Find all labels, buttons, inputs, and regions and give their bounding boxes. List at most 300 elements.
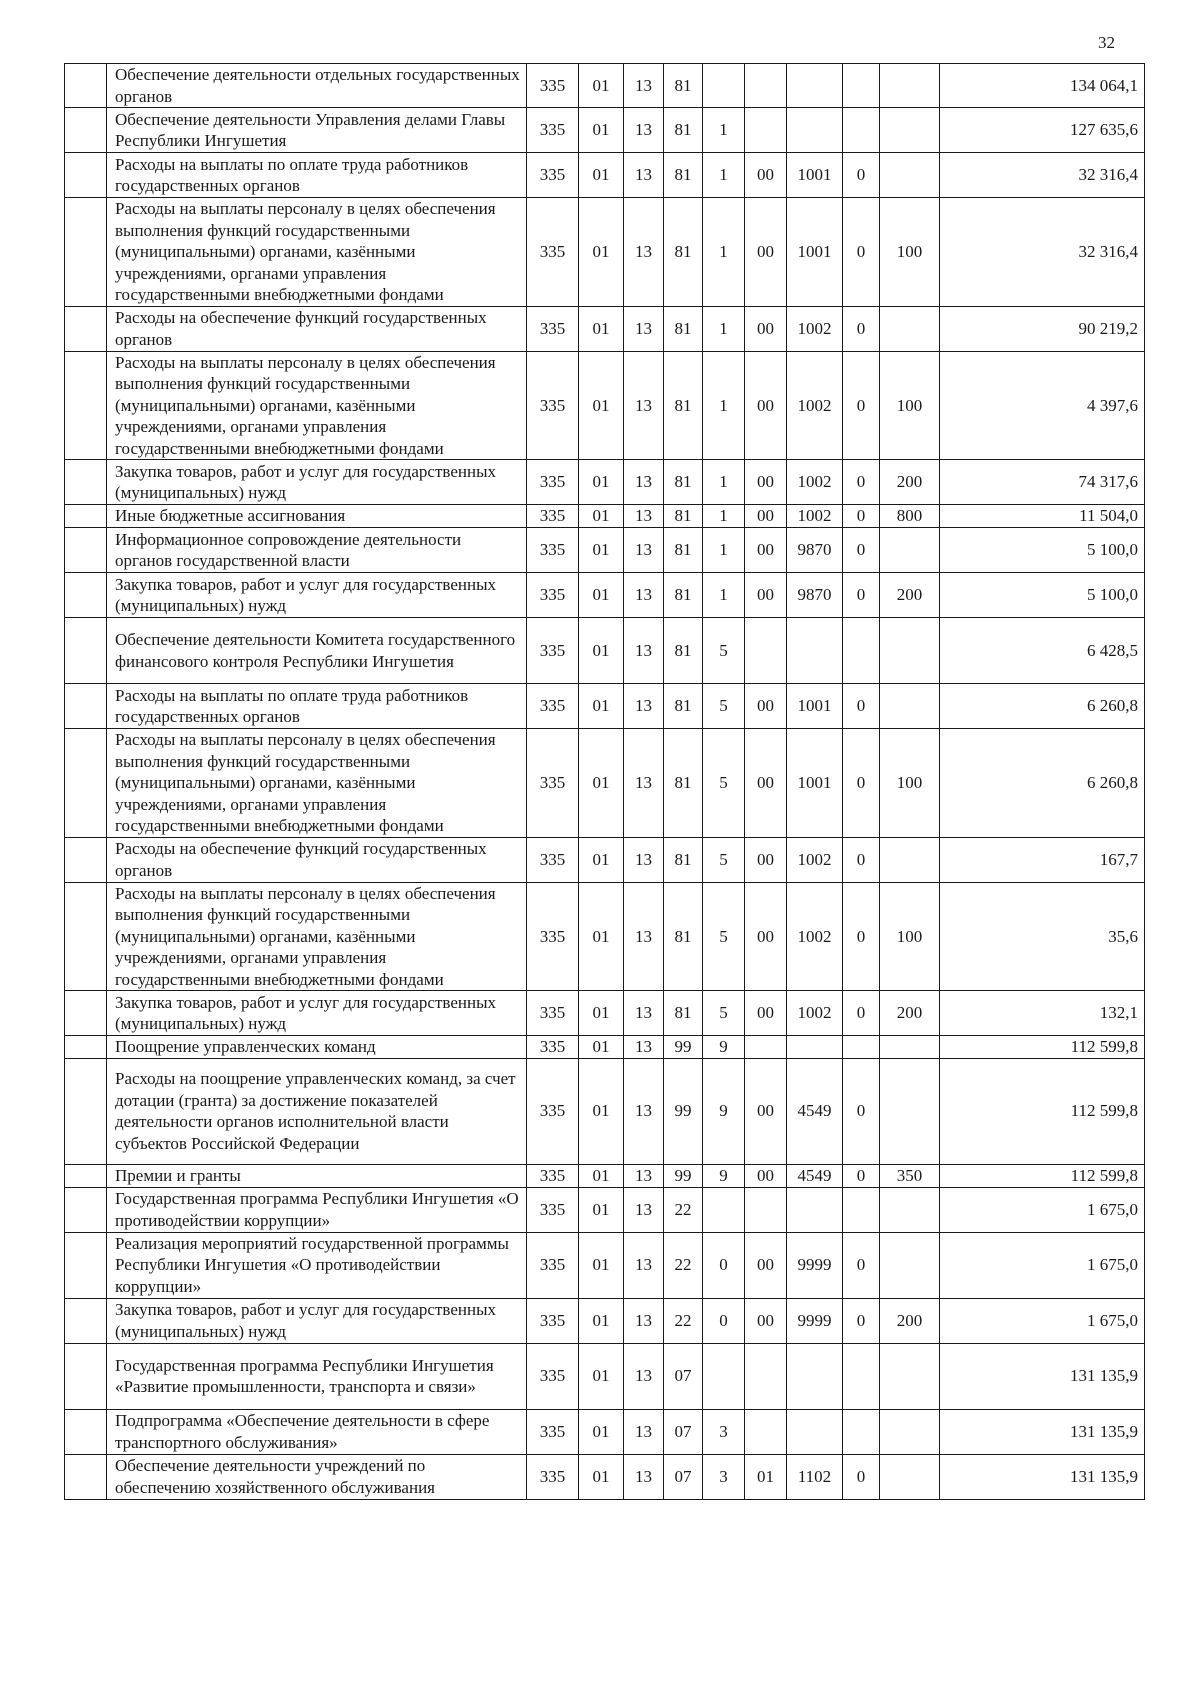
code-admin-cell: 335	[527, 64, 579, 108]
code-subsection-cell: 13	[624, 528, 664, 573]
table-row	[65, 1036, 1145, 1059]
code-program-cell: 07	[664, 1343, 703, 1409]
code-admin-cell: 335	[527, 882, 579, 991]
code-subprogram-cell: 1	[703, 306, 745, 351]
code-section-cell: 01	[579, 460, 624, 505]
code-direction-cell	[787, 618, 843, 684]
code-admin-cell: 335	[527, 1232, 579, 1298]
expense-name-cell: Расходы на выплаты персоналу в целях обеспечения выполнения функций государственными (муниципальными) органами, казёнными учреждениями, органами управления государственными внебюджетными фондами	[107, 729, 527, 838]
code-direction-cell: 1001	[787, 153, 843, 198]
code-subdirection-cell: 0	[843, 528, 880, 573]
row-index-cell	[65, 1232, 107, 1298]
code-program-cell: 81	[664, 505, 703, 528]
code-program-cell: 81	[664, 351, 703, 460]
code-subdirection-cell: 0	[843, 729, 880, 838]
code-program-cell: 81	[664, 991, 703, 1036]
expense-name-cell: Расходы на выплаты персоналу в целях обеспечения выполнения функций государственными (муниципальными) органами, казёнными учреждениями, органами управления государственными внебюджетными фондами	[107, 351, 527, 460]
code-subprogram-cell: 5	[703, 684, 745, 729]
code-subsection-cell: 13	[624, 573, 664, 618]
code-expense-type-cell: 200	[880, 460, 940, 505]
code-direction-cell: 1002	[787, 351, 843, 460]
code-event-cell	[745, 1409, 787, 1454]
code-event-cell: 00	[745, 729, 787, 838]
table-row	[65, 1187, 1145, 1232]
row-index-cell	[65, 837, 107, 882]
code-subprogram-cell: 1	[703, 108, 745, 153]
amount-cell: 6 260,8	[940, 684, 1145, 729]
code-admin-cell: 335	[527, 153, 579, 198]
code-direction-cell	[787, 64, 843, 108]
code-event-cell: 00	[745, 1164, 787, 1187]
code-program-cell: 81	[664, 528, 703, 573]
code-admin-cell: 335	[527, 1187, 579, 1232]
code-subprogram-cell: 3	[703, 1454, 745, 1499]
amount-cell: 6 428,5	[940, 618, 1145, 684]
code-direction-cell: 1001	[787, 684, 843, 729]
amount-cell: 112 599,8	[940, 1164, 1145, 1187]
code-event-cell: 01	[745, 1454, 787, 1499]
table-row	[65, 837, 1145, 882]
code-admin-cell: 335	[527, 1454, 579, 1499]
amount-cell: 1 675,0	[940, 1232, 1145, 1298]
code-subsection-cell: 13	[624, 306, 664, 351]
code-event-cell: 00	[745, 505, 787, 528]
code-subdirection-cell: 0	[843, 460, 880, 505]
code-subdirection-cell	[843, 64, 880, 108]
expense-name-cell: Подпрограмма «Обеспечение деятельности в сфере транспортного обслуживания»	[107, 1409, 527, 1454]
code-expense-type-cell	[880, 1187, 940, 1232]
code-program-cell: 07	[664, 1409, 703, 1454]
code-admin-cell: 335	[527, 1298, 579, 1343]
code-event-cell	[745, 108, 787, 153]
code-program-cell: 81	[664, 108, 703, 153]
code-subsection-cell: 13	[624, 64, 664, 108]
code-subprogram-cell: 5	[703, 729, 745, 838]
amount-cell: 131 135,9	[940, 1409, 1145, 1454]
code-program-cell: 81	[664, 837, 703, 882]
code-program-cell: 07	[664, 1454, 703, 1499]
code-expense-type-cell: 200	[880, 573, 940, 618]
amount-cell: 4 397,6	[940, 351, 1145, 460]
code-direction-cell: 1102	[787, 1454, 843, 1499]
table-row	[65, 64, 1145, 108]
expense-name-cell: Поощрение управленческих команд	[107, 1036, 527, 1059]
row-index-cell	[65, 351, 107, 460]
code-subprogram-cell: 1	[703, 153, 745, 198]
expense-name-cell: Расходы на выплаты персоналу в целях обеспечения выполнения функций государственными (муниципальными) органами, казёнными учреждениями, органами управления государственными внебюджетными фондами	[107, 882, 527, 991]
table-body	[65, 64, 1145, 1500]
row-index-cell	[65, 1187, 107, 1232]
code-subsection-cell: 13	[624, 351, 664, 460]
code-subprogram-cell	[703, 1343, 745, 1409]
amount-cell: 11 504,0	[940, 505, 1145, 528]
code-section-cell: 01	[579, 573, 624, 618]
code-direction-cell: 1002	[787, 306, 843, 351]
row-index-cell	[65, 460, 107, 505]
expense-name-cell: Обеспечение деятельности отдельных государственных органов	[107, 64, 527, 108]
row-index-cell	[65, 729, 107, 838]
code-section-cell: 01	[579, 1298, 624, 1343]
code-subsection-cell: 13	[624, 505, 664, 528]
code-direction-cell	[787, 1036, 843, 1059]
code-section-cell: 01	[579, 1036, 624, 1059]
expense-name-cell: Закупка товаров, работ и услуг для государственных (муниципальных) нужд	[107, 991, 527, 1036]
code-subdirection-cell: 0	[843, 505, 880, 528]
row-index-cell	[65, 1058, 107, 1164]
code-direction-cell	[787, 1343, 843, 1409]
code-subdirection-cell: 0	[843, 573, 880, 618]
code-direction-cell: 1002	[787, 505, 843, 528]
expense-name-cell: Расходы на выплаты персоналу в целях обеспечения выполнения функций государственными (муниципальными) органами, казёнными учреждениями, органами управления государственными внебюджетными фондами	[107, 198, 527, 307]
expense-name-cell: Закупка товаров, работ и услуг для государственных (муниципальных) нужд	[107, 573, 527, 618]
amount-cell: 5 100,0	[940, 528, 1145, 573]
code-admin-cell: 335	[527, 1058, 579, 1164]
expense-name-cell: Расходы на обеспечение функций государственных органов	[107, 306, 527, 351]
expense-name-cell: Закупка товаров, работ и услуг для государственных (муниципальных) нужд	[107, 1298, 527, 1343]
code-subprogram-cell: 9	[703, 1036, 745, 1059]
code-direction-cell: 1002	[787, 837, 843, 882]
code-expense-type-cell	[880, 1036, 940, 1059]
row-index-cell	[65, 198, 107, 307]
expense-name-cell: Закупка товаров, работ и услуг для государственных (муниципальных) нужд	[107, 460, 527, 505]
code-expense-type-cell	[880, 528, 940, 573]
code-admin-cell: 335	[527, 351, 579, 460]
code-subsection-cell: 13	[624, 991, 664, 1036]
code-subsection-cell: 13	[624, 1343, 664, 1409]
code-expense-type-cell: 200	[880, 991, 940, 1036]
code-direction-cell: 9999	[787, 1232, 843, 1298]
code-section-cell: 01	[579, 306, 624, 351]
code-program-cell: 81	[664, 684, 703, 729]
code-admin-cell: 335	[527, 729, 579, 838]
code-subdirection-cell: 0	[843, 306, 880, 351]
code-direction-cell: 4549	[787, 1058, 843, 1164]
row-index-cell	[65, 991, 107, 1036]
code-event-cell	[745, 64, 787, 108]
code-section-cell: 01	[579, 64, 624, 108]
expense-name-cell: Обеспечение деятельности Комитета государственного финансового контроля Республики Ингушетия	[107, 618, 527, 684]
row-index-cell	[65, 1409, 107, 1454]
row-index-cell	[65, 618, 107, 684]
expense-name-cell: Премии и гранты	[107, 1164, 527, 1187]
code-subdirection-cell: 0	[843, 684, 880, 729]
amount-cell: 35,6	[940, 882, 1145, 991]
code-admin-cell: 335	[527, 108, 579, 153]
expense-name-cell: Информационное сопровождение деятельности органов государственной власти	[107, 528, 527, 573]
code-subdirection-cell: 0	[843, 198, 880, 307]
table-row	[65, 684, 1145, 729]
code-subsection-cell: 13	[624, 837, 664, 882]
row-index-cell	[65, 1164, 107, 1187]
code-program-cell: 81	[664, 460, 703, 505]
row-index-cell	[65, 153, 107, 198]
code-subdirection-cell	[843, 1187, 880, 1232]
code-section-cell: 01	[579, 1232, 624, 1298]
code-subprogram-cell	[703, 1187, 745, 1232]
expense-name-cell: Иные бюджетные ассигнования	[107, 505, 527, 528]
code-direction-cell: 4549	[787, 1164, 843, 1187]
code-subsection-cell: 13	[624, 1058, 664, 1164]
code-subsection-cell: 13	[624, 153, 664, 198]
table-row	[65, 1454, 1145, 1499]
table-row	[65, 882, 1145, 991]
code-subprogram-cell: 1	[703, 505, 745, 528]
code-expense-type-cell	[880, 837, 940, 882]
table-row	[65, 1232, 1145, 1298]
amount-cell: 5 100,0	[940, 573, 1145, 618]
code-subdirection-cell: 0	[843, 1298, 880, 1343]
code-section-cell: 01	[579, 1187, 624, 1232]
code-admin-cell: 335	[527, 618, 579, 684]
code-event-cell: 00	[745, 153, 787, 198]
code-event-cell: 00	[745, 460, 787, 505]
code-expense-type-cell	[880, 64, 940, 108]
amount-cell: 74 317,6	[940, 460, 1145, 505]
code-admin-cell: 335	[527, 306, 579, 351]
code-section-cell: 01	[579, 729, 624, 838]
code-admin-cell: 335	[527, 198, 579, 307]
amount-cell: 132,1	[940, 991, 1145, 1036]
code-subprogram-cell: 1	[703, 351, 745, 460]
code-direction-cell: 9999	[787, 1298, 843, 1343]
code-expense-type-cell: 350	[880, 1164, 940, 1187]
code-subdirection-cell	[843, 1409, 880, 1454]
code-expense-type-cell	[880, 153, 940, 198]
code-admin-cell: 335	[527, 991, 579, 1036]
code-section-cell: 01	[579, 1343, 624, 1409]
page-number: 32	[1098, 33, 1115, 52]
row-index-cell	[65, 505, 107, 528]
code-subdirection-cell: 0	[843, 1232, 880, 1298]
code-subprogram-cell: 0	[703, 1232, 745, 1298]
code-direction-cell: 1001	[787, 198, 843, 307]
code-event-cell	[745, 618, 787, 684]
code-subprogram-cell: 0	[703, 1298, 745, 1343]
code-section-cell: 01	[579, 528, 624, 573]
code-subsection-cell: 13	[624, 1187, 664, 1232]
code-subdirection-cell: 0	[843, 1454, 880, 1499]
code-section-cell: 01	[579, 1454, 624, 1499]
code-subsection-cell: 13	[624, 1164, 664, 1187]
code-section-cell: 01	[579, 618, 624, 684]
code-event-cell: 00	[745, 837, 787, 882]
amount-cell: 90 219,2	[940, 306, 1145, 351]
code-expense-type-cell: 800	[880, 505, 940, 528]
table-row	[65, 198, 1145, 307]
code-subprogram-cell: 9	[703, 1058, 745, 1164]
row-index-cell	[65, 306, 107, 351]
code-program-cell: 81	[664, 573, 703, 618]
row-index-cell	[65, 684, 107, 729]
code-expense-type-cell: 200	[880, 1298, 940, 1343]
code-section-cell: 01	[579, 1409, 624, 1454]
code-subsection-cell: 13	[624, 1409, 664, 1454]
expense-name-cell: Расходы на обеспечение функций государственных органов	[107, 837, 527, 882]
code-subprogram-cell: 1	[703, 460, 745, 505]
code-subdirection-cell: 0	[843, 351, 880, 460]
code-expense-type-cell: 100	[880, 351, 940, 460]
code-subsection-cell: 13	[624, 1298, 664, 1343]
table-row	[65, 1058, 1145, 1164]
code-section-cell: 01	[579, 882, 624, 991]
expense-name-cell: Обеспечение деятельности Управления делами Главы Республики Ингушетия	[107, 108, 527, 153]
code-program-cell: 22	[664, 1187, 703, 1232]
code-expense-type-cell	[880, 1454, 940, 1499]
code-admin-cell: 335	[527, 1343, 579, 1409]
code-event-cell: 00	[745, 1232, 787, 1298]
amount-cell: 1 675,0	[940, 1187, 1145, 1232]
table-row	[65, 306, 1145, 351]
code-section-cell: 01	[579, 1058, 624, 1164]
code-expense-type-cell	[880, 618, 940, 684]
code-direction-cell: 9870	[787, 573, 843, 618]
code-subsection-cell: 13	[624, 684, 664, 729]
code-event-cell: 00	[745, 528, 787, 573]
row-index-cell	[65, 1298, 107, 1343]
code-subsection-cell: 13	[624, 1036, 664, 1059]
code-direction-cell: 9870	[787, 528, 843, 573]
code-admin-cell: 335	[527, 528, 579, 573]
budget-table	[64, 63, 1145, 1500]
code-section-cell: 01	[579, 153, 624, 198]
code-section-cell: 01	[579, 505, 624, 528]
code-section-cell: 01	[579, 684, 624, 729]
code-expense-type-cell	[880, 684, 940, 729]
code-subprogram-cell: 1	[703, 198, 745, 307]
table-row	[65, 729, 1145, 838]
amount-cell: 112 599,8	[940, 1036, 1145, 1059]
table-row	[65, 351, 1145, 460]
code-subdirection-cell	[843, 1036, 880, 1059]
code-program-cell: 81	[664, 306, 703, 351]
code-section-cell: 01	[579, 351, 624, 460]
amount-cell: 131 135,9	[940, 1343, 1145, 1409]
code-program-cell: 99	[664, 1164, 703, 1187]
code-event-cell: 00	[745, 198, 787, 307]
row-index-cell	[65, 573, 107, 618]
code-subdirection-cell: 0	[843, 1164, 880, 1187]
expense-name-cell: Обеспечение деятельности учреждений по обеспечению хозяйственного обслуживания	[107, 1454, 527, 1499]
code-subsection-cell: 13	[624, 1232, 664, 1298]
code-subprogram-cell: 1	[703, 528, 745, 573]
code-event-cell	[745, 1036, 787, 1059]
table-row	[65, 618, 1145, 684]
table-row	[65, 1343, 1145, 1409]
row-index-cell	[65, 64, 107, 108]
code-subsection-cell: 13	[624, 198, 664, 307]
code-subprogram-cell: 5	[703, 991, 745, 1036]
amount-cell: 6 260,8	[940, 729, 1145, 838]
code-event-cell: 00	[745, 882, 787, 991]
code-event-cell: 00	[745, 573, 787, 618]
code-subdirection-cell: 0	[843, 1058, 880, 1164]
code-program-cell: 22	[664, 1232, 703, 1298]
code-direction-cell: 1002	[787, 460, 843, 505]
code-program-cell: 99	[664, 1058, 703, 1164]
expense-name-cell: Реализация мероприятий государственной программы Республики Ингушетия «О противодействии коррупции»	[107, 1232, 527, 1298]
code-direction-cell: 1002	[787, 882, 843, 991]
table-row	[65, 991, 1145, 1036]
code-subprogram-cell: 5	[703, 882, 745, 991]
row-index-cell	[65, 1454, 107, 1499]
expense-name-cell: Государственная программа Республики Ингушетия «О противодействии коррупции»	[107, 1187, 527, 1232]
code-subdirection-cell	[843, 1343, 880, 1409]
code-program-cell: 81	[664, 153, 703, 198]
code-subprogram-cell: 5	[703, 837, 745, 882]
code-subprogram-cell: 9	[703, 1164, 745, 1187]
code-program-cell: 81	[664, 729, 703, 838]
code-expense-type-cell: 100	[880, 729, 940, 838]
code-subprogram-cell: 3	[703, 1409, 745, 1454]
code-subsection-cell: 13	[624, 1454, 664, 1499]
code-admin-cell: 335	[527, 837, 579, 882]
code-program-cell: 81	[664, 618, 703, 684]
code-subdirection-cell: 0	[843, 882, 880, 991]
code-subprogram-cell: 1	[703, 573, 745, 618]
code-subdirection-cell	[843, 108, 880, 153]
code-program-cell: 81	[664, 198, 703, 307]
code-expense-type-cell	[880, 306, 940, 351]
code-event-cell	[745, 1343, 787, 1409]
amount-cell: 1 675,0	[940, 1298, 1145, 1343]
code-program-cell: 81	[664, 64, 703, 108]
code-direction-cell	[787, 108, 843, 153]
row-index-cell	[65, 528, 107, 573]
code-direction-cell: 1001	[787, 729, 843, 838]
code-section-cell: 01	[579, 991, 624, 1036]
code-program-cell: 22	[664, 1298, 703, 1343]
code-subprogram-cell	[703, 64, 745, 108]
code-section-cell: 01	[579, 198, 624, 307]
amount-cell: 131 135,9	[940, 1454, 1145, 1499]
code-direction-cell	[787, 1187, 843, 1232]
code-subsection-cell: 13	[624, 618, 664, 684]
amount-cell: 127 635,6	[940, 108, 1145, 153]
code-expense-type-cell: 100	[880, 198, 940, 307]
table-row	[65, 108, 1145, 153]
table-row	[65, 528, 1145, 573]
table-row	[65, 153, 1145, 198]
table-row	[65, 460, 1145, 505]
amount-cell: 134 064,1	[940, 64, 1145, 108]
code-admin-cell: 335	[527, 684, 579, 729]
code-subsection-cell: 13	[624, 460, 664, 505]
code-event-cell: 00	[745, 351, 787, 460]
code-admin-cell: 335	[527, 1409, 579, 1454]
row-index-cell	[65, 882, 107, 991]
code-expense-type-cell	[880, 1409, 940, 1454]
table-row	[65, 1298, 1145, 1343]
code-subsection-cell: 13	[624, 729, 664, 838]
code-section-cell: 01	[579, 837, 624, 882]
code-event-cell: 00	[745, 1298, 787, 1343]
expense-name-cell: Государственная программа Республики Ингушетия «Развитие промышленности, транспорта и связи»	[107, 1343, 527, 1409]
code-expense-type-cell	[880, 1232, 940, 1298]
expense-name-cell: Расходы на поощрение управленческих команд, за счет дотации (гранта) за достижение показателей деятельности органов исполнительной власти субъектов Российской Федерации	[107, 1058, 527, 1164]
code-direction-cell	[787, 1409, 843, 1454]
code-event-cell: 00	[745, 684, 787, 729]
code-expense-type-cell: 100	[880, 882, 940, 991]
amount-cell: 112 599,8	[940, 1058, 1145, 1164]
code-expense-type-cell	[880, 108, 940, 153]
code-admin-cell: 335	[527, 460, 579, 505]
row-index-cell	[65, 1343, 107, 1409]
table-row	[65, 505, 1145, 528]
amount-cell: 32 316,4	[940, 198, 1145, 307]
code-program-cell: 99	[664, 1036, 703, 1059]
code-admin-cell: 335	[527, 573, 579, 618]
code-event-cell: 00	[745, 991, 787, 1036]
